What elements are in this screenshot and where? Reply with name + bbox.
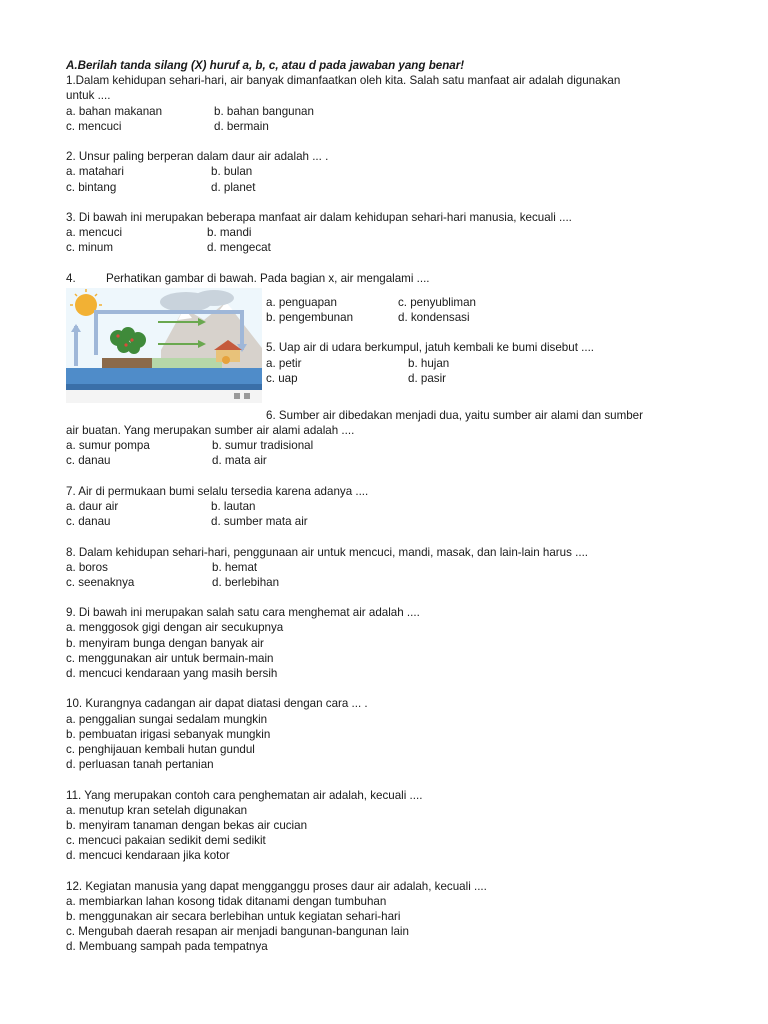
question-1-text-line-2: untuk .... <box>66 89 111 103</box>
option-a[interactable]: a. penggalian sungai sedalam mungkin <box>66 712 268 726</box>
question-4-prompt: Perhatikan gambar di bawah. Pada bagian x, air mengalami .... <box>106 271 430 285</box>
section-heading: A.Berilah tanda silang (X) huruf a, b, c, atau d pada jawaban yang benar! <box>66 59 465 72</box>
option-d[interactable]: d. sumber mata air <box>211 515 308 529</box>
question-3-text: 3. Di bawah ini merupakan beberapa manfaat air dalam kehidupan sehari-hari manusia, kecuali .... <box>66 210 572 224</box>
option-b[interactable]: b. hemat <box>212 560 258 574</box>
question-10-text: 10. Kurangnya cadangan air dapat diatasi dengan cara ... . <box>66 697 368 711</box>
sun-icon <box>75 294 97 316</box>
question-5-text: 5. Uap air di udara berkumpul, jatuh kembali ke bumi disebut .... <box>266 341 595 355</box>
option-a[interactable]: a. boros <box>66 560 108 574</box>
question-9-text: 9. Di bawah ini merupakan salah satu cara menghemat air adalah .... <box>66 606 420 620</box>
question-4-options <box>266 295 594 325</box>
question-8 <box>66 545 706 591</box>
question-7-text: 7. Air di permukaan bumi selalu tersedia karena adanya .... <box>66 484 369 498</box>
option-b[interactable]: b. pengembunan <box>266 311 354 324</box>
question-9 <box>66 605 706 681</box>
option-b[interactable]: b. hujan <box>408 356 450 370</box>
question-11 <box>66 788 706 864</box>
option-c[interactable]: c. seenaknya <box>66 575 135 589</box>
question-7 <box>66 484 706 530</box>
question-1-text-line-1: 1.Dalam kehidupan sehari-hari, air banyak dimanfaatkan oleh kita. Salah satu manfaat air adalah digunakan <box>66 74 621 88</box>
option-d[interactable]: d. berlebihan <box>212 575 280 589</box>
option-a[interactable]: a. penguapan <box>266 295 337 309</box>
option-b[interactable]: b. mandi <box>207 226 252 240</box>
question-11-text: 11. Yang merupakan contoh cara penghematan air adalah, kecuali .... <box>66 788 423 802</box>
option-d[interactable]: d. mencuci kendaraan yang masih bersih <box>66 667 278 680</box>
option-a[interactable]: a. daur air <box>66 499 119 513</box>
question-12-text: 12. Kegiatan manusia yang dapat mengganggu proses daur air adalah, kecuali .... <box>66 879 487 893</box>
option-c[interactable]: c. menggunakan air untuk bermain-main <box>66 651 274 665</box>
question-4-text <box>66 271 706 286</box>
question-12 <box>66 879 706 955</box>
option-c[interactable]: c. uap <box>266 371 298 385</box>
option-a[interactable]: a. mencuci <box>66 226 123 240</box>
option-c[interactable]: c. mencuci <box>66 119 122 133</box>
option-d[interactable]: d. Membuang sampah pada tempatnya <box>66 940 268 954</box>
question-10 <box>66 696 706 772</box>
question-6-text-line-2: air buatan. Yang merupakan sumber air alami adalah .... <box>66 424 355 437</box>
question-2 <box>66 149 706 195</box>
option-b[interactable]: b. lautan <box>211 499 256 513</box>
question-3 <box>66 210 706 256</box>
question-1 <box>66 73 706 134</box>
option-a[interactable]: a. menutup kran setelah digunakan <box>66 803 248 817</box>
option-a[interactable]: a. petir <box>266 356 302 370</box>
option-c[interactable]: c. bintang <box>66 180 117 194</box>
option-d[interactable]: d. kondensasi <box>398 311 470 324</box>
option-d[interactable]: d. perluasan tanah pertanian <box>66 758 214 772</box>
option-d[interactable]: d. planet <box>211 180 256 194</box>
question-6 <box>66 408 706 469</box>
question-2-text: 2. Unsur paling berperan dalam daur air adalah ... . <box>66 150 329 164</box>
option-a[interactable]: a. matahari <box>66 165 124 179</box>
question-4-5-options <box>266 295 594 386</box>
option-d[interactable]: d. mata air <box>212 454 267 468</box>
option-b[interactable]: b. bahan bangunan <box>214 104 314 118</box>
option-d[interactable]: d. mengecat <box>207 241 271 255</box>
option-d[interactable]: d. mencuci kendaraan jika kotor <box>66 849 230 863</box>
option-b[interactable]: b. pembuatan irigasi sebanyak mungkin <box>66 727 271 741</box>
option-c[interactable]: c. Mengubah daerah resapan air menjadi bangunan-bangunan lain <box>66 925 409 939</box>
option-d[interactable]: d. bermain <box>214 119 269 133</box>
option-c[interactable]: c. penyubliman <box>398 295 476 309</box>
question-6-text-line-1: 6. Sumber air dibedakan menjadi dua, yaitu sumber air alami dan sumber <box>266 408 643 422</box>
option-c[interactable]: c. minum <box>66 241 114 255</box>
option-b[interactable]: b. sumur tradisional <box>212 439 314 453</box>
option-a[interactable]: a. bahan makanan <box>66 104 163 118</box>
option-b[interactable]: b. menggunakan air secara berlebihan untuk kegiatan sehari-hari <box>66 910 401 923</box>
question-8-text: 8. Dalam kehidupan sehari-hari, penggunaan air untuk mencuci, mandi, masak, dan lain-lain harus .... <box>66 545 589 559</box>
worksheet <box>66 58 706 955</box>
option-a[interactable]: a. membiarkan lahan kosong tidak ditanami dengan tumbuhan <box>66 894 387 908</box>
option-c[interactable]: c. mencuci pakaian sedikit demi sedikit <box>66 834 266 848</box>
option-b[interactable]: b. menyiram bunga dengan banyak air <box>66 636 264 650</box>
option-a[interactable]: a. sumur pompa <box>66 439 150 453</box>
question-5 <box>266 340 594 386</box>
option-a[interactable]: a. menggosok gigi dengan air secukupnya <box>66 621 284 635</box>
option-d[interactable]: d. pasir <box>408 371 447 385</box>
question-4-section <box>66 286 706 408</box>
option-b[interactable]: b. menyiram tanaman dengan bekas air cucian <box>66 818 308 832</box>
option-b[interactable]: b. bulan <box>211 165 253 179</box>
option-c[interactable]: c. penghijauan kembali hutan gundul <box>66 742 255 756</box>
option-c[interactable]: c. danau <box>66 454 111 468</box>
question-4-number: 4. <box>66 271 76 285</box>
option-c[interactable]: c. danau <box>66 515 111 529</box>
water-cycle-diagram <box>66 288 262 403</box>
